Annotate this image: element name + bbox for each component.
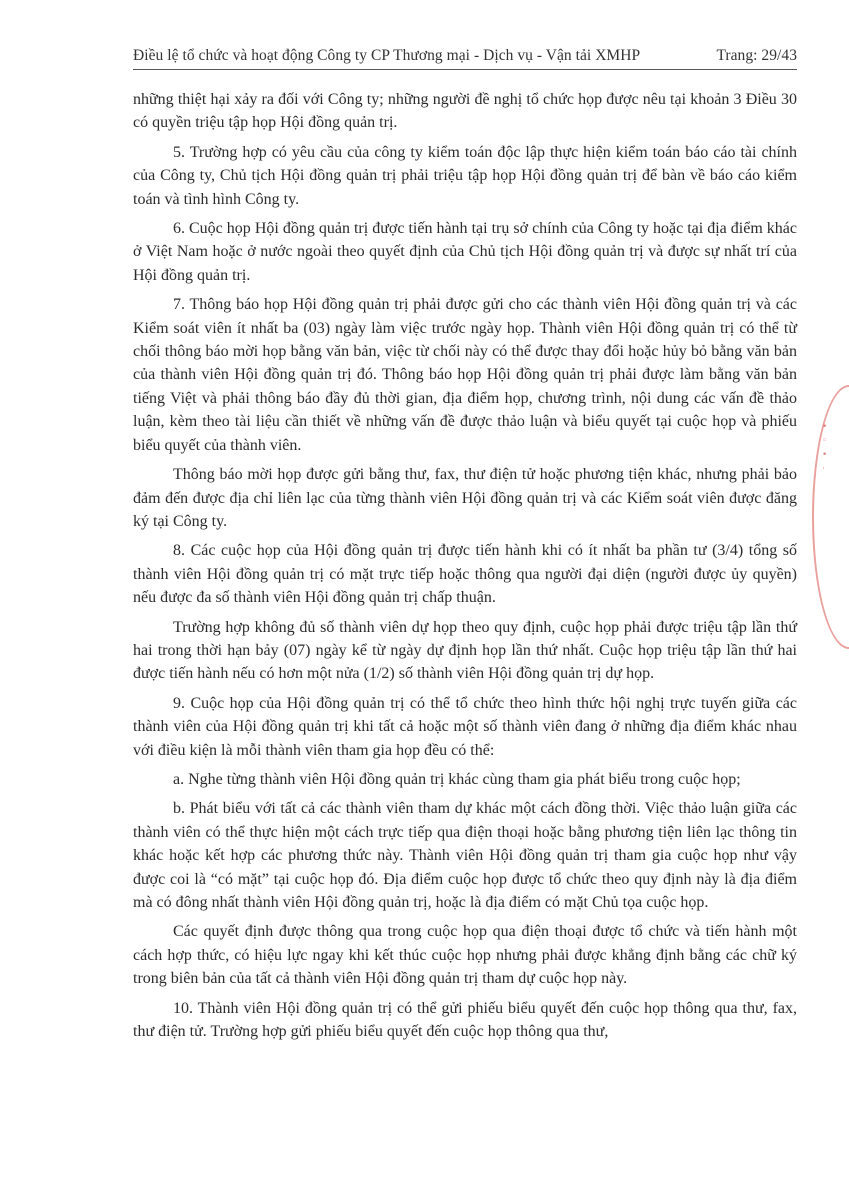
clause-8-second-meeting: Trường hợp không đủ số thành viên dự họp theo quy định, cuộc họp phải được triệu tập lần thứ hai trong thời hạn bảy (07) ngày kể từ ngày dự định họp lần thứ nhất. Cuộc họp triệu tập lần thứ hai được tiến hành nếu có hơn một nửa (1/2) số thành viên Hội đồng quản trị dự họp. <box>133 618 797 683</box>
page-number: Trang: 29/43 <box>716 47 797 64</box>
clause-8: 8. Các cuộc họp của Hội đồng quản trị được tiến hành khi có ít nhất ba phần tư (3/4) tổng số thành viên Hội đồng quản trị có mặt trực tiếp hoặc thông qua người đại diện (người được ủy quyền) nếu được đa số thành viên Hội đồng quản trị chấp thuận. <box>133 542 797 607</box>
clause-7-notice-delivery: Thông báo mời họp được gửi bằng thư, fax, thư điện tử hoặc phương tiện khác, nhưng phải bảo đảm đến được địa chỉ liên lạc của từng thành viên Hội đồng quản trị và các Kiểm soát viên được đăng ký tại Công ty. <box>133 466 797 530</box>
clause-7: 7. Thông báo họp Hội đồng quản trị phải được gửi cho các thành viên Hội đồng quản trị và các Kiểm soát viên ít nhất ba (03) ngày làm việc trước ngày họp. Thành viên Hội đồng quản trị có thể từ chối thông báo mời họp bằng văn bản, việc từ chối này có thể được thay đổi hoặc hủy bỏ bằng văn bản của thành viên Hội đồng quản trị đó. Thông báo họp Hội đồng quản trị phải được làm bằng văn bản tiếng Việt và phải thông báo đầy đủ thời gian, địa điểm họp, chương trình, nội dung các vấn đề thảo luận, kèm theo tài liệu cần thiết về những vấn đề được thảo luận và biểu quyết tại cuộc họp và phiếu biểu quyết của thành viên. <box>133 296 797 454</box>
document-body <box>133 88 797 1049</box>
seal-marks: • ◦ • · <box>822 422 828 474</box>
header-divider <box>133 69 797 70</box>
clause-9-item-b: b. Phát biểu với tất cả các thành viên tham dự khác một cách đồng thời. Việc thảo luận giữa các thành viên có thể thực hiện một cách trực tiếp qua điện thoại hoặc bằng phương tiện liên lạc thông tin khác hoặc kết hợp các phương thức này. Thành viên Hội đồng quản trị tham gia cuộc họp như vậy được coi là “có mặt” tại cuộc họp đó. Địa điểm cuộc họp được tổ chức theo quy định này là địa điểm mà có đông nhất thành viên Hội đồng quản trị, hoặc là địa điểm có mặt Chủ tọa cuộc họp. <box>133 800 797 911</box>
clause-10: 10. Thành viên Hội đồng quản trị có thể gửi phiếu biểu quyết đến cuộc họp thông qua thư, fax, thư điện tử. Trường hợp gửi phiếu biểu quyết đến cuộc họp thông qua thư, <box>133 999 797 1041</box>
clause-9: 9. Cuộc họp của Hội đồng quản trị có thể tổ chức theo hình thức hội nghị trực tuyến giữa các thành viên của Hội đồng quản trị khi tất cả hoặc một số thành viên đang ở những địa điểm khác nhau với điều kiện là mỗi thành viên tham gia họp đều có thể: <box>133 694 797 759</box>
clause-6: 6. Cuộc họp Hội đồng quản trị được tiến hành tại trụ sở chính của Công ty hoặc tại địa điểm khác ở Việt Nam hoặc ở nước ngoài theo quyết định của Chủ tịch Hội đồng quản trị và được sự nhất trí của Hội đồng quản trị. <box>133 220 797 284</box>
document-title: Điều lệ tổ chức và hoạt động Công ty CP Thương mại - Dịch vụ - Vận tải XMHP <box>133 47 641 64</box>
page-header <box>133 47 797 65</box>
clause-9-decisions: Các quyết định được thông qua trong cuộc họp qua điện thoại được tổ chức và tiến hành một cách hợp thức, có hiệu lực ngay khi kết thúc cuộc họp nhưng phải được khẳng định bằng các chữ ký trong biên bản của tất cả thành viên Hội đồng quản trị tham dự cuộc họp này. <box>133 923 797 988</box>
clause-5: 5. Trường hợp có yêu cầu của công ty kiểm toán độc lập thực hiện kiểm toán báo cáo tài chính của Công ty, Chủ tịch Hội đồng quản trị phải triệu tập họp Hội đồng quản trị để bàn về báo cáo kiểm toán và tình hình Công ty. <box>133 143 797 208</box>
paragraph-continued: những thiệt hại xảy ra đối với Công ty; những người đề nghị tổ chức họp được nêu tại khoản 3 Điều 30 có quyền triệu tập họp Hội đồng quản trị. <box>133 91 797 132</box>
clause-9-item-a: a. Nghe từng thành viên Hội đồng quản trị khác cùng tham gia phát biểu trong cuộc họp; <box>173 770 741 788</box>
